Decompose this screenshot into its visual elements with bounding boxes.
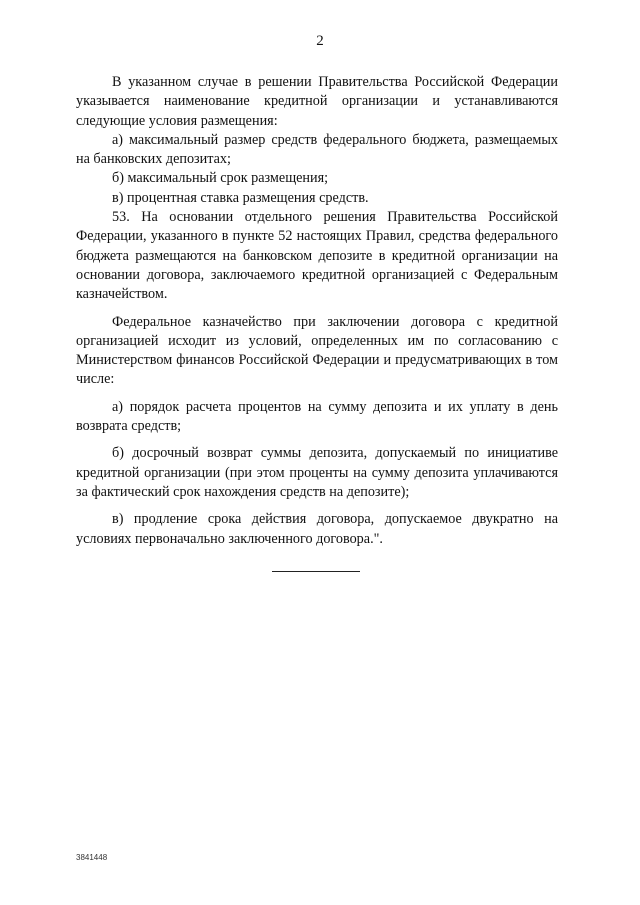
- document-body: [76, 73, 558, 549]
- paragraph-item-a: а) максимальный размер средств федерального бюджета, размещаемых на банковских депозитах;: [76, 131, 558, 168]
- paragraph-item-c: в) процентная ставка размещения средств.: [112, 189, 369, 206]
- paragraph-condition-b: б) досрочный возврат суммы депозита, допускаемый по инициативе кредитной организации (при этом проценты на сумму депозита уплачиваются за фактический срок нахождения средств на депозите);: [76, 445, 558, 500]
- paragraph-condition-a: а) порядок расчета процентов на сумму депозита и их уплату в день возврата средств;: [76, 398, 558, 435]
- page-number: 2: [316, 33, 324, 49]
- paragraph-condition-c: в) продление срока действия договора, допускаемое двукратно на условиях первоначально заключенного договора.".: [76, 511, 558, 547]
- document-code: 3841448: [76, 853, 108, 862]
- paragraph-intro: В указанном случае в решении Правительства Российской Федерации указывается наименование кредитной организации и устанавливаются следующие условия размещения:: [76, 74, 558, 129]
- paragraph-clause-53: 53. На основании отдельного решения Правительства Российской Федерации, указанного в пункте 52 настоящих Правил, средства федерального бюджета размещаются на банковском депозите в кредитной организации на основании договора, заключаемого кредитной организацией с Федеральным казначейством.: [76, 209, 558, 303]
- paragraph-treasury-conditions: Федеральное казначейство при заключении договора с кредитной организацией исходит из условий, определенных им по согласованию с Министерством финансов Российской Федерации и предусматривающих в том числе:: [76, 313, 558, 388]
- end-separator-line: [272, 571, 360, 572]
- paragraph-item-b: б) максимальный срок размещения;: [112, 170, 329, 187]
